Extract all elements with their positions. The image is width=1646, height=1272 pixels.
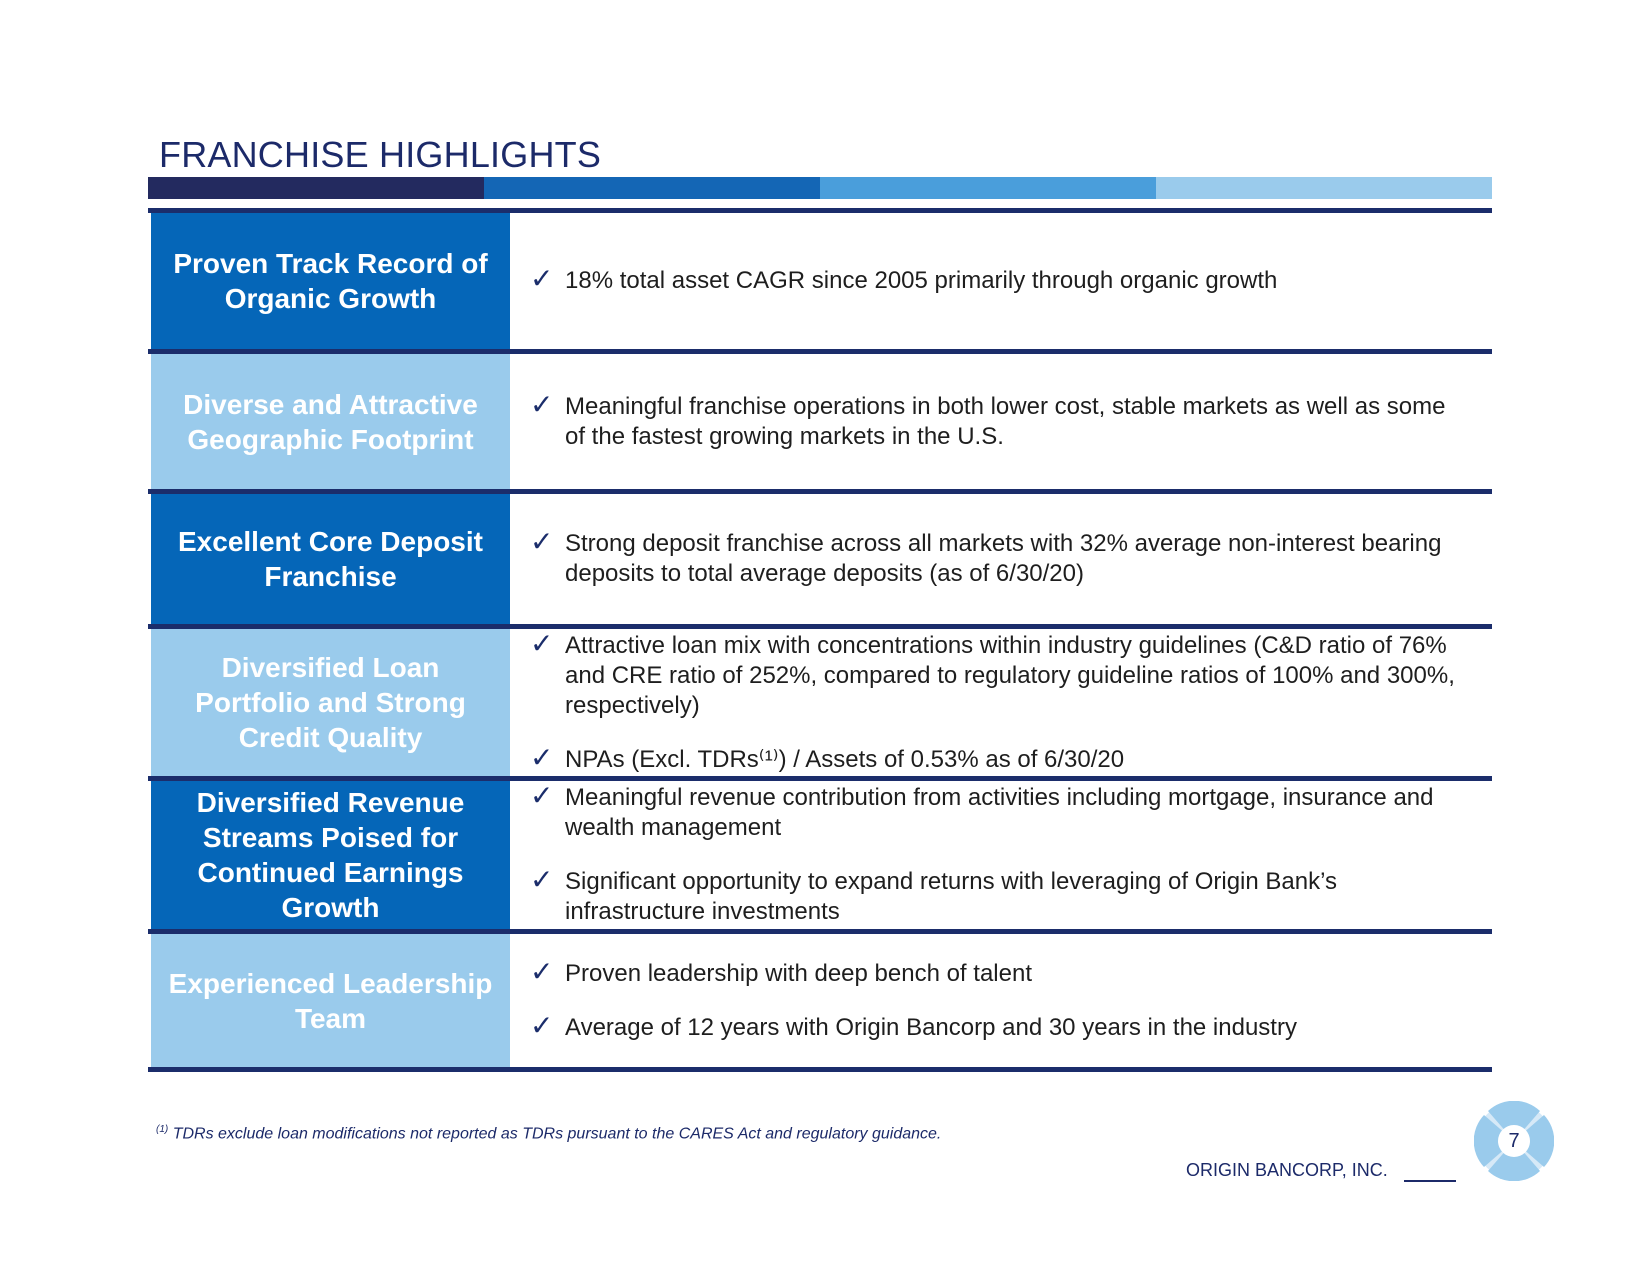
bullet-text: Meaningful revenue contribution from activities including mortgage, insurance and wealth management (565, 784, 1434, 841)
page-title: FRANCHISE HIGHLIGHTS (159, 134, 602, 175)
color-bar-segment (1156, 177, 1492, 199)
bullet-text: Proven leadership with deep bench of talent (565, 959, 1032, 987)
highlight-content (510, 934, 1492, 1067)
bullet-text: Attractive loan mix with concentrations within industry guidelines (C&D ratio of 76% and CRE ratio of 252%, compared to regulatory guideline ratios of 100% and 300%, respectively) (565, 631, 1455, 719)
highlight-label: Diversified Loan Portfolio and Strong Credit Quality (151, 629, 510, 776)
highlight-content (510, 494, 1492, 624)
highlight-content (510, 629, 1492, 776)
highlights-table (148, 208, 1492, 1072)
highlight-content (510, 354, 1492, 489)
header-color-bar (148, 177, 1492, 199)
checkmark-icon: ✓ (530, 627, 554, 659)
highlight-bullet (530, 388, 1472, 452)
checkmark-icon: ✓ (530, 780, 554, 811)
company-name: ORIGIN BANCORP, INC. (1186, 1160, 1388, 1180)
color-bar-segment (484, 177, 820, 199)
checkmark-icon: ✓ (530, 955, 554, 987)
checkmark-icon: ✓ (530, 526, 554, 557)
highlight-row (148, 354, 1492, 489)
highlight-bullet (530, 526, 1472, 589)
checkmark-icon: ✓ (530, 388, 554, 420)
highlight-row (148, 629, 1492, 776)
bullet-text: Meaningful franchise operations in both lower cost, stable markets as well as some of the fastest growing markets in the U.S. (565, 392, 1446, 450)
highlight-bullet (530, 263, 1472, 296)
footnote (156, 1124, 941, 1143)
highlight-label: Excellent Core Deposit Franchise (151, 494, 510, 624)
company-underline (1404, 1180, 1456, 1182)
checkmark-icon: ✓ (530, 741, 554, 773)
highlight-label: Diversified Revenue Streams Poised for Continued Earnings Growth (151, 781, 510, 929)
highlight-row (148, 934, 1492, 1067)
highlight-label: Experienced Leadership Team (151, 934, 510, 1067)
highlight-row (148, 781, 1492, 929)
footnote-text: TDRs exclude loan modifications not reported as TDRs pursuant to the CARES Act and regulatory guidance. (172, 1125, 942, 1143)
checkmark-icon: ✓ (530, 864, 554, 895)
table-rule (148, 1067, 1492, 1072)
highlight-label: Proven Track Record of Organic Growth (151, 213, 510, 349)
highlight-bullet (530, 627, 1472, 721)
bullet-text: Significant opportunity to expand returns with leveraging of Origin Bank’s infrastructure investments (565, 868, 1337, 925)
page-number: 7 (1508, 1129, 1520, 1152)
highlight-row (148, 494, 1492, 624)
highlight-label: Diverse and Attractive Geographic Footprint (151, 354, 510, 489)
highlight-content (510, 781, 1492, 929)
highlight-bullet (530, 780, 1472, 843)
bullet-text: Average of 12 years with Origin Bancorp and 30 years in the industry (565, 1013, 1297, 1041)
color-bar-segment (820, 177, 1156, 199)
highlight-bullet (530, 741, 1472, 775)
highlight-bullet (530, 955, 1472, 989)
highlight-content (510, 213, 1492, 349)
highlight-bullet (530, 864, 1472, 927)
footnote-marker: (1) (156, 1124, 169, 1135)
checkmark-icon: ✓ (530, 263, 554, 294)
highlight-row (148, 213, 1492, 349)
checkmark-icon: ✓ (530, 1009, 554, 1041)
bullet-text: 18% total asset CAGR since 2005 primarily through organic growth (565, 267, 1278, 294)
bullet-text: Strong deposit franchise across all markets with 32% average non-interest bearing deposits to total average deposits (as of 6/30/20) (565, 530, 1442, 587)
color-bar-segment (148, 177, 484, 199)
highlight-bullet (530, 1009, 1472, 1043)
bullet-text: NPAs (Excl. TDRs⁽¹⁾) / Assets of 0.53% as of 6/30/20 (565, 745, 1125, 773)
